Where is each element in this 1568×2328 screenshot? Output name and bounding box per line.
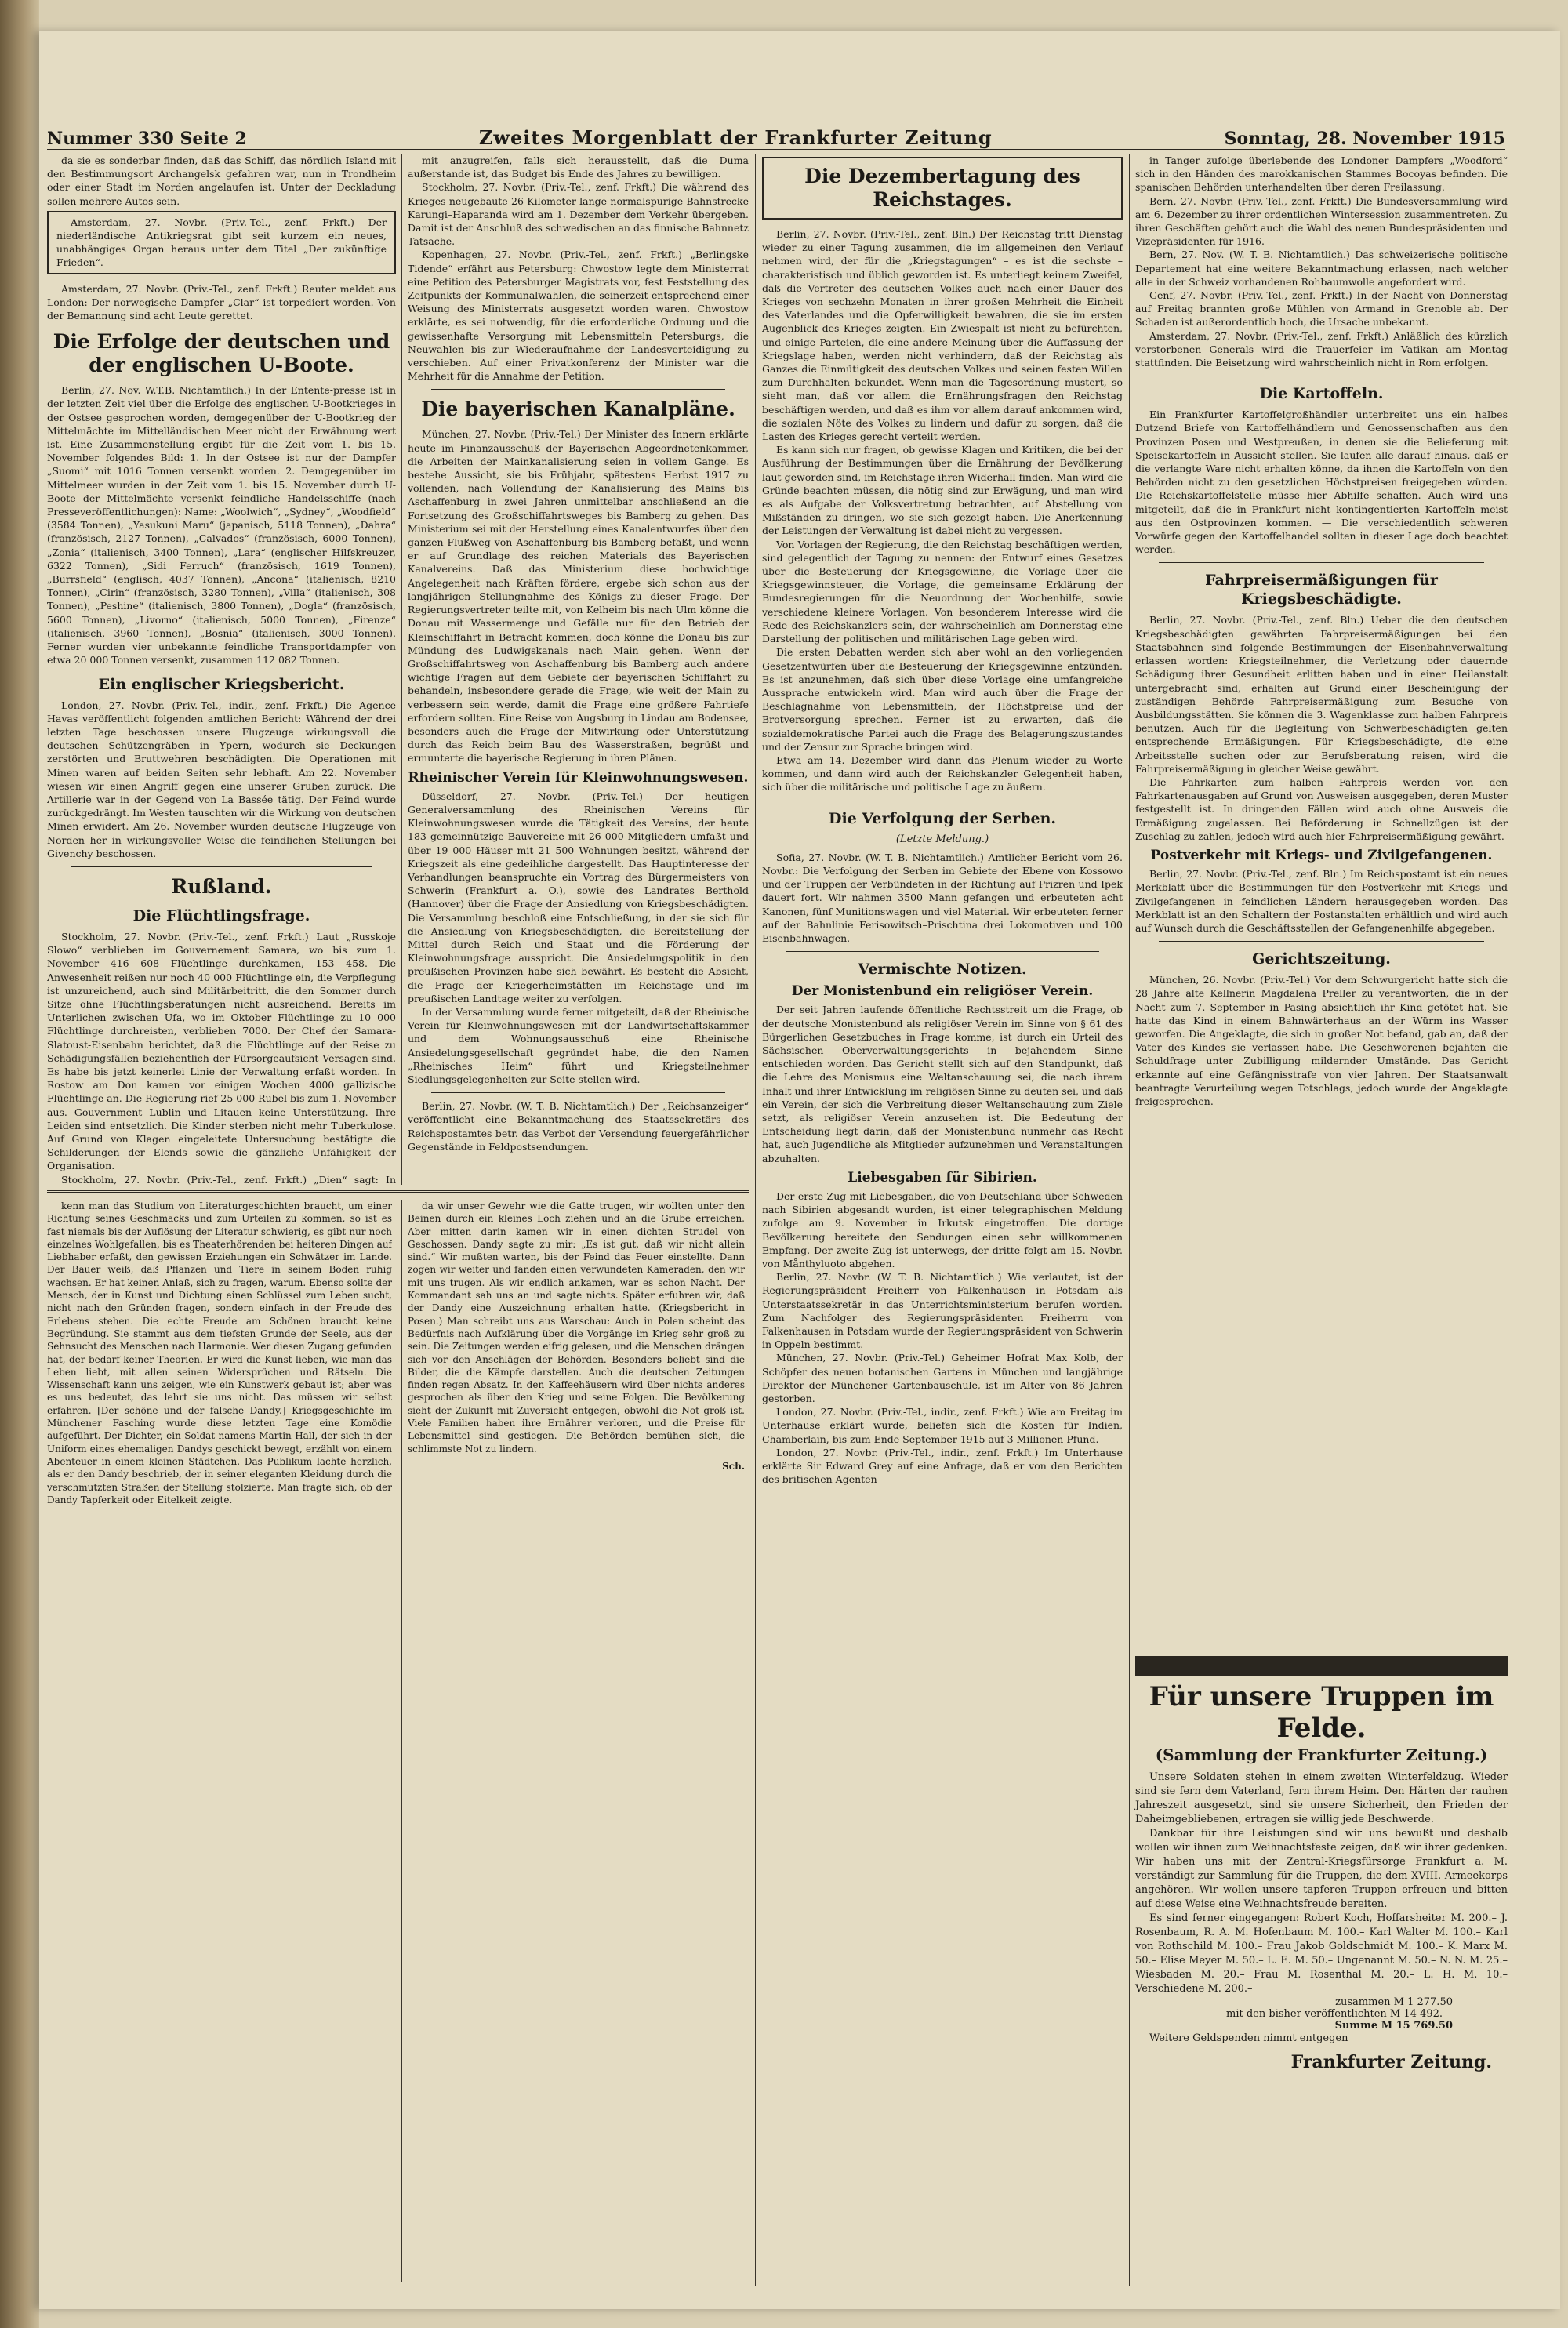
article-text: Bern, 27. Novbr. (Priv.-Tel., zenf. Frkft.) Die Bundesversammlung wird am 6. Dezember zu ihrer ordentlichen Wintersession zusammentreten. Zu ihren Geschäften gehört auch die Wahl des neuen Bundespräsidenten und Vizepräsidenten für 1916. [1135, 194, 1508, 248]
article-text: Genf, 27. Novbr. (Priv.-Tel., zenf. Frkft.) In der Nacht von Donnerstag auf Freitag brannten große Mühlen von Armand in Grenoble ab. Der Schaden ist außerordentlich hoch, die Ursache unbekannt. [1135, 289, 1508, 329]
article-text: Amsterdam, 27. Novbr. (Priv.-Tel., zenf. Frkft.) Der niederländische Antikriegsrat gibt seit kurzem ein neues, unabhängiges Organ heraus unter dem Titel „Der zukünftige Frieden“. [56, 216, 387, 269]
article-headline: Die bayerischen Kanalpläne. [421, 398, 735, 421]
article-headline: Rheinischer Verein für Kleinwohnungswesen. [408, 769, 749, 786]
divider [1159, 941, 1484, 942]
article-text: Berlin, 27. Novbr. (Priv.-Tel., zenf. Bln.) Im Reichspostamt ist ein neues Merkblatt über die Bestimmungen für den Postverkehr mit Kriegs- und Zivilgefangenen in feindlichen Ländern herausgegeben worden. Das Merkblatt ist an den Schaltern der Postanstalten erhältlich und wird auch auf Wunsch durch die Geschäftsstellen der Gefangenenhilfe abgegeben. [1135, 868, 1508, 934]
column-rule [401, 1200, 402, 2282]
appeal-signature: Frankfurter Zeitung. [1290, 2052, 1492, 2072]
feuilleton-column-2 [408, 1200, 745, 2282]
article-headline: Der Monistenbund ein religiöser Verein. [791, 983, 1094, 1000]
issue-date: Sonntag, 28. November 1915 [1224, 129, 1505, 149]
article-text: Kopenhagen, 27. Novbr. (Priv.-Tel., zenf. Frkft.) „Berlingske Tidende“ erfährt aus Petersburg: Chwostow legte dem Ministerrat eine Petition des Petersburger Magistrats vor, fest Feststellung des Zeitpunkts der Kommunalwahlen, die seinerzeit entsprechend einer Weisung des Ministerrats ausgesetzt worden waren. Chwostow erklärte, es sei notwendig, für die erforderliche Ordnung und die gewissenhafte Versorgung mit Lebensmitteln Petersburgs, die Neuwahlen bis zur Wiederaufnahme der Landesverteidigung zu verschieben. Auf einer Privatkonferenz der Minister war die Mehrheit für die Annahme der Petition. [408, 249, 749, 383]
article-text: München, 27. Novbr. (Priv.-Tel.) Der Minister des Innern erklärte heute im Finanzausschuß der Bayerischen Abgeordnetenkammer, die Arbeiten der Mainkanalisierung seien in vollem Gange. Es bestehe Aussicht, sie bis Frühjahr, spätestens Herbst 1917 zu vollenden, nach Vollendung der Kanalisierung des Mains bis Aschaffenburg in zwei Jahren unmittelbar anschließend an die Fortsetzung des Großschiffahrtsweges bis Bamberg zu gehen. Das Ministerium sei mit der Herstellung eines Kanalentwurfes über den ganzen Flußweg von Aschaffenburg bis Bamberg befaßt, und wenn er auf Grundlage des reichen Materials des Bayerischen Kanalvereins. Daß das Ministerium diese hochwichtige Angelegenheit nach Kräften fördere, ergebe sich schon aus der langjährigen Stellungnahme des Königs zu dieser Frage. Der Regierungsvertreter teilte mit, von Kelheim bis nach Ulm könne die Donau mit Wassermenge und Gefälle nur für den Betrieb der Kleinschiffahrt in Betracht kommen, doch könne die Donau bis zur Mündung des Ludwigskanals nach Main gehen. Wenn der Großschiffahrtsweg von Aschaffenburg bis Bamberg auch andere wichtige Fragen auf dem Gebiete der bayerischen Schiffahrt zu behandeln, insbesondere gerade die Frage, wie weit der Main zu verbessern sein werde, damit die Frage eine größere Fahrtiefe erfordern sollten. Eine Reise von Augsburg in Lindau am Bodensee, besonders auch die Frage der Mitwirkung oder Unterstützung durch das Reich beim Bau des Wasserstraßen, begrüßt und ermunterte die bayerische Regierung in ihren Plänen. [408, 428, 749, 764]
divider [786, 951, 1099, 952]
article-headline: Fahrpreisermäßigungen für Kriegsbeschädigte. [1205, 572, 1438, 608]
headline-box [762, 157, 1123, 220]
grand-total: Summe M 15 769.50 [1334, 2020, 1453, 2032]
article-text: München, 26. Novbr. (Priv.-Tel.) Vor dem Schwurgericht hatte sich die 28 Jahre alte Kellnerin Magdalena Preller zu verantworten, die in der Nacht zum 7. September in Pasing absichtlich ihr Kind getötet hat. Sie hatte das Kind in einem Bahnwärterhaus an der Würm ins Wasser geworfen. Die Angeklagte, die sich in großer Not befand, gab an, daß der Vater des Kindes sie verlassen habe. Die Geschworenen bejahten die Schuldfrage unter Zubilligung mildernder Umstände. Das Gericht erkannte auf eine Gefängnisstrafe von vier Jahren. Der Staatsanwalt beantragte Verurteilung wegen Totschlags, jedoch wurde der Angeklagte freigesprochen. [1135, 974, 1508, 1107]
article-text: Die ersten Debatten werden sich aber wohl an den vorliegenden Gesetzentwürfen über die Besteuerung der Kriegsgewinne entzünden. Es ist anzunehmen, daß sich über diese Vorlage eine umfangreiche Aussprache entwickeln wird. Man wird auch über die Frage der Beschlagnahme von Lebensmitteln, der Höchstpreise und der Brotversorgung sprechen. Ferner ist zu erwarten, daß die sozialdemokratische Partei auch die Frage des Belagerungszustandes und der Zensur zur Sprache bringen wird. [762, 646, 1123, 753]
article-text: Berlin, 27. Nov. W.T.B. Nichtamtlich.) In der Entente-presse ist in der letzten Zeit viel über die Erfolge des englischen U-Bootkrieges in der Ostsee gesprochen worden, demgegenüber der U-Bootkrieg der Mittelmächte im Mittelländischen Meer nicht der Erwähnung wert ist. Eine Zusammenstellung ergibt für die Zeit vom 1. bis 15. November folgendes Bild: 1. In der Ostsee ist nur der Dampfer „Suomi“ mit 1016 Tonnen versenkt worden. 2. Demgegenüber im Mittelmeer wurden in der Zeit vom 1. bis 15. November durch U-Boote der Mittelmächte versenkt feindliche Handelsschiffe (nach Presseveröffentlichungen): Name: „Woolwich“, „Sydney“, „Woodfield“ (3584 Tonnen), „Yasukuni Maru“ (japanisch, 5118 Tonnen), „Dahra“ (französisch, 2127 Tonnen), „Calvados“ (französisch, 6000 Tonnen), „Zonia“ (italienisch, 3400 Tonnen), „Lara“ (englischer Hilfskreuzer, 6322 Tonnen), „Sidi Ferruch“ (französisch, 1619 Tonnen), „Burrsfield“ (englisch, 4037 Tonnen), „Ancona“ (italienisch, 8210 Tonnen), „Cirin“ (französisch, 3280 Tonnen), „Villa“ (italienisch, 308 Tonnen), „Peshine“ (italienisch, 3800 Tonnen), „Dogla“ (französisch, 5600 Tonnen), „Livorno“ (italienisch, 5000 Tonnen), „Firenze“ (italienisch, 3960 Tonnen), „Bosnia“ (italienisch, 3000 Tonnen). Ferner wurden vier unbekannte feindliche Transportdampfer von etwa 20 000 Tonnen versenkt, zusammen 112 082 Tonnen. [47, 384, 396, 666]
article-text: München, 27. Novbr. (Priv.-Tel.) Geheimer Hofrat Max Kolb, der Schöpfer des neuen botanischen Gartens in München und langjährige Direktor der Münchener Gartenbauschule, ist im Alter von 86 Jahren gestorben. [762, 1352, 1123, 1405]
article-text: Bern, 27. Nov. (W. T. B. Nichtamtlich.) Das schweizerische politische Departement hat eine weitere Bekanntmachung erlassen, nach welcher alle in der Schweiz vorhandenen Rohbaumwolle angefordert wird. [1135, 249, 1508, 288]
article-text: London, 27. Novbr. (Priv.-Tel., indir., zenf. Frkft.) Im Unterhause erklärte Sir Edward Grey auf eine Anfrage, daß er von den Berichten des britischen Agenten [762, 1446, 1123, 1486]
page-number: Nummer 330 Seite 2 [47, 129, 247, 149]
article-text: London, 27. Novbr. (Priv.-Tel., indir., zenf. Frkft.) Wie am Freitag im Unterhause erklärt wurde, beliefen sich die Kosten für Indien, Chamberlain, bis zum Ende September 1915 auf 3 Millionen Pfund. [762, 1406, 1123, 1445]
article-text: Amsterdam, 27. Novbr. (Priv.-Tel., zenf. Frkft.) Reuter meldet aus London: Der norwegische Dampfer „Clar“ ist torpediert worden. Von der Bemannung sind acht Leute gerettet. [47, 282, 396, 322]
article-headline: Die Kartoffeln. [1259, 385, 1384, 403]
column-rule [1129, 154, 1130, 2286]
article-headline: Die Verfolgung der Serben. [829, 809, 1056, 827]
notice-box [47, 211, 396, 274]
article-text: in Tanger zufolge überlebende des Londoner Dampfers „Woodford“ sich in den Händen des marokkanischen Stammes Bocoyas befinden. Die spanischen Behörden unterhandelten über deren Freilassung. [1135, 154, 1508, 194]
article-text: Stockholm, 27. Novbr. (Priv.-Tel., zenf. Frkft.) „Dien“ sagt: In [61, 1173, 396, 1185]
section-headline: Vermischte Notizen. [858, 961, 1027, 979]
article-text: Von Vorlagen der Regierung, die den Reichstag beschäftigen werden, sind gelegentlich der Tagung zu nennen: der Entwurf eines Gesetzes über die Besteuerung der Kriegsgewinne, die Vorlage über die Kriegsgewinnsteuer, die Vorlage, die gemeinsame Erklärung der Bundesregierungen für die Neuordnung der Wochenhilfe, sowie verschiedene kleinere Vorlagen. Von besonderem Interesse wird die Rede des Reichskanzlers sein, der wahrscheinlich am Donnerstag eine Darstellung der politischen und militärischen Lage geben wird. [762, 538, 1123, 645]
column-rule [401, 154, 402, 1185]
article-text: Berlin, 27. Novbr. (W. T. B. Nichtamtlich.) Der „Reichsanzeiger“ veröffentlicht eine Bekanntmachung des Staatssekretärs des Reichspostamtes betr. das Verbot der Versendung feuergefährlicher Gegenstände in Feldpostsendungen. [408, 1100, 749, 1153]
article-text: Amsterdam, 27. Novbr. (Priv.-Tel., zenf. Frkft.) Anläßlich des kürzlich verstorbenen Generals wird die Trauerfeier im Vatikan am Montag stattfinden. Die Beisetzung wird wahrscheinlich nicht in Rom erfolgen. [1135, 329, 1508, 369]
column-rule [755, 154, 756, 2286]
article-text: London, 27. Novbr. (Priv.-Tel., indir., zenf. Frkft.) Die Agence Havas veröffentlicht folgenden amtlichen Bericht: Während der drei letzten Tage beschossen unsere Flugzeuge wirkungsvoll die deutschen Schützengräben in Ypern, wodurch sie Deckungen zerstörten und Bruttwehren beschädigten. Die Operationen mit Minen waren auf beiden Seiten sehr lebhaft. Am 22. November wiesen wir einen Angriff gegen eine unserer Gruben zurück. Die Artillerie war in der Gegend von La Bassée tätig. Der Feind wurde zurückgedrängt. Im Westen tauschten wir die Wirkung von deutschen Minen erwidert. Am 26. November wurden deutsche Flugzeuge von Norden her in wirkungsvoller Weise die feindlichen Stellungen bei Givenchy beschossen. [47, 699, 396, 859]
article-text: Der seit Jahren laufende öffentliche Rechtsstreit um die Frage, ob der deutsche Monistenbund als religiöser Verein im Sinne von § 61 des Bürgerlichen Gesetzbuches in Frage komme, ist durch ein Urteil des Sächsischen Oberverwaltungsgerichts in bejahendem Sinne entschieden worden. Das Gericht stellt sich auf den Standpunkt, daß die Lehre des Monismus eine Weltanschauung sei, die nach ihrem Inhalt und ihrer Entwicklung im religiösen Sinne zu deuten sei, und daß ein Verein, der sich die Verbreitung dieser Weltanschauung zum Ziele setzt, als religiöser Verein anzusehen ist. Die Bedeutung der Entscheidung liegt darin, daß der Monistenbund nunmehr das Recht hat, auch Jugendliche als Mitglieder aufzunehmen und Veranstaltungen abzuhalten. [762, 1004, 1123, 1164]
article-text: Berlin, 27. Novbr. (Priv.-Tel., zenf. Bln.) Der Reichstag tritt Dienstag wieder zu einer Tagung zusammen, die im allgemeinen den Verlauf nehmen wird, der für die „Kriegstagungen“ – es ist die sechste – charakteristisch und üblich geworden ist. Es unterliegt keinem Zweifel, daß die Vertreter des deutschen Volkes auch nach einer Dauer des Krieges von sechzehn Monaten in ihrer großen Mehrheit die Einheit des Vaterlandes und die Opferwilligkeit bewahren, die sie im ersten Augenblick des Krieges zeigten. Ein Zwiespalt ist nicht zu befürchten, und einige Parteien, die eine andere Meinung über die Auffassung der Kriegslage haben, werden nicht verhindern, daß der Reichstag als Ganzes die Einmütigkeit des deutschen Volkes und seinen festen Willen zum Durchhalten bekundet. Wenn man die Tagesordnung mustert, so sieht man, daß vor allem die Ernährungsfragen den Reichstag beschäftigen werden, und daß es ihm vor allem darauf ankommen wird, die sozialen Nöte des Volkes zu lindern und dafür zu sorgen, daß die Lasten des Krieges gerecht verteilt werden. [762, 228, 1123, 443]
article-subheadline: (Letzte Meldung.) [895, 833, 989, 845]
article-headline: Postverkehr mit Kriegs- und Zivilgefangenen. [1150, 847, 1493, 863]
article-text: Stockholm, 27. Novbr. (Priv.-Tel., zenf. Frkft.) Laut „Russkoje Slowo“ verblieben im Gouvernement Samara, wo bis zum 1. November 416 608 Flüchtlinge durchkamen, 153 458. Die Anwesenheit reißen nur noch 40 000 Flüchtlinge ein, die Verpflegung ist unzureichend, auch sind Militärbeitritt, die den Sommer durch Sitze ohne Flüchtlingsberatungen nicht ausreichend. Bereits im Unterlichen zwischen Ufa, wo im Oktober Flüchtlinge zu 10 000 Flüchtlinge durchreisten, verblieben 7000. Der Chef der Samara-Slatoust-Eisenbahn berichtet, daß die Flüchtlinge auf der Reise zu Schädigungsfällen beziehentlich der Fürsorgeaufsicht Versagen sind. Es habe bis jetzt keinerlei Linie der Verwaltung erfaßt worden. In Rostow am Don kamen vor einigen Wochen 4000 gallizische Flüchtlinge an. Die Regierung rief 25 000 Rubel bis zum 1. November aus. Gouvernment Lublin und Litauen keine Unterstützung. Ihre Leiden sind entsetzlich. Die Kinder sterben nicht mehr Tuberkulose. Auf Grund von Klagen eingeleitete Untersuchung bestätigte die Schilderungen der Elends sowie die gänzliche Unfähigkeit der Organisation. [47, 930, 396, 1172]
appeal-band [1135, 1656, 1508, 1676]
appeal-text: Unsere Soldaten stehen in einem zweiten Winterfeldzug. Wieder sind sie fern dem Vaterland, fern ihrem Heim. Den Härten der rauhen Jahreszeit ausgesetzt, sind sie unsere Sicherheit, den Frieden der Daheimgebliebenen, ertragen sie willig jede Beschwerde. [1135, 1771, 1508, 1825]
divider [431, 389, 725, 390]
appeal-subtitle: (Sammlung der Frankfurter Zeitung.) [1155, 1745, 1488, 1764]
article-text: Düsseldorf, 27. Novbr. (Priv.-Tel.) Der heutigen Generalversammlung des Rheinischen Vereins für Kleinwohnungswesen wurde die Tätigkeit des Vereins, der heute 183 gemeinnützige Bauvereine mit 26 000 Mitgliedern umfaßt und über 19 000 Häuser mit 21 500 Wohnungen besitzt, während der Kriegszeit als eine gedeihliche dargestellt. Das Hauptinteresse der Verhandlungen beanspruchte ein Vortrag des Bürgermeisters von Schwerin (Frankfurt a. O.), sowie des Landrates Berthold (Hannover) über die Frage der Ansiedlung von Kriegsbeschädigten. Die Versammlung beschloß eine Entschließung, in der sie sich für die Ansiedlung von Kriegsbeschädigten, die Bereitstellung der Mittel durch Reich und Staat und die Förderung der Kleinwohnungsfrage ausspricht. Die Ansiedelungspolitik in den preußischen Provinzen habe sich bewährt. Es besteht die Absicht, die Frage der Kriegerheimstätten im Reichstage und im preußischen Landtage weiter zu verfolgen. [408, 790, 749, 1004]
appeal-text: Weitere Geldspenden nimmt entgegen [1149, 2032, 1348, 2044]
article-headline: Die Erfolge der deutschen und der englischen U-Boote. [53, 330, 390, 377]
book-spine [0, 0, 39, 2328]
article-text: Berlin, 27. Novbr. (Priv.-Tel., zenf. Bln.) Ueber die den deutschen Kriegsbeschädigten gewährten Fahrpreisermäßigungen bei den Staatsbahnen sind folgende Bestimmungen der Eisenbahnverwaltung erlassen worden: Kriegsteilnehmer, die Verletzung oder dauernde Schädigung ihrer Gesundheit erlitten haben und in einer Heilanstalt untergebracht sind, erhalten auf Grund einer Bescheinigung der zuständigen Behörde Fahrpreisermäßigung zum Besuche von Ausbildungsstätten. Sie können die 3. Wagenklasse zum halben Fahrpreis benutzen. Auch für die Begleitung von Schwerbeschädigten gelten entsprechende Ermäßigungen. Für Kriegsbeschädigte, die eine Arbeitsstelle suchen oder zur Berufsberatung reisen, wird die Fahrpreisermäßigung in gleicher Weise gewährt. [1135, 614, 1508, 775]
feuilleton-column-1 [47, 1200, 392, 2282]
article-headline: Die Dezembertagung des Reichstages. [804, 165, 1080, 211]
subtotal: zusammen M 1 277.50 [1335, 1996, 1453, 2008]
feuilleton-signature: Sch. [722, 1460, 745, 1472]
feuilleton-rule [47, 1190, 749, 1193]
divider [1159, 562, 1484, 563]
article-text: Berlin, 27. Novbr. (W. T. B. Nichtamtlich.) Wie verlautet, ist der Regierungspräsident Freiherr von Falkenhausen in Potsdam als Unterstaatssekretär in das Unterrichtsministerium berufen worden. Zum Nachfolger des Regierungspräsidenten Freiherrn von Falkenhausen in Potsdam wurde der Regierungspräsident von Schwerin in Oppeln bestimmt. [762, 1271, 1123, 1351]
section-headline: Rußland. [171, 874, 272, 898]
article-text: Etwa am 14. Dezember wird dann das Plenum wieder zu Worte kommen, und dann wird auch der Reichskanzler Gelegenheit haben, sich über die militärische und politische Lage zu äußern. [762, 754, 1123, 794]
column-4 [1135, 154, 1508, 1647]
article-headline: Die Flüchtlingsfrage. [132, 906, 310, 924]
article-text: Stockholm, 27. Novbr. (Priv.-Tel., zenf. Frkft.) Die während des Krieges neugebaute 26 Kilometer lange normalspurige Bahnstrecke Karungi–Haparanda wird am 1. Dezember dem Verkehr übergeben. Damit ist der Anschluß des schwedischen an das finnische Bahnnetz Tatsache. [408, 181, 749, 248]
article-text: Der erste Zug mit Liebesgaben, die von Deutschland über Schweden nach Sibirien abgesandt wurden, ist einer telegraphischen Meldung zufolge am 9. November in Irkutsk eingetroffen. Die dortige Bevölkerung bereitete den Sendungen einen sehr willkommenen Empfang. Der zweite Zug ist unterwegs, der dritte folgt am 15. Novbr. von Månthyluoto abgehen. [762, 1190, 1123, 1270]
donation-appeal [1135, 1656, 1508, 2072]
article-text: Es kann sich nur fragen, ob gewisse Klagen und Kritiken, die bei der Ausführung der Bestimmungen über die Ernährung der Bevölkerung laut geworden sind, im Reichstage ihren Widerhall finden. Man wird die Gründe beachten müssen, die nötig sind zur Erwägung, und man wird es als Aufgabe der Volksvertretung betrachten, auf Abstellung von Mißständen zu dringen, wo sie sich gezeigt haben. Die Anerkennung der Leistungen der Verwaltung ist dabei nicht zu vergessen. [762, 444, 1123, 537]
article-text: mit anzugreifen, falls sich herausstellt, daß die Duma außerstande ist, das Budget bis Ende des Jahres zu bewilligen. [408, 154, 749, 180]
article-headline: Liebesgaben für Sibirien. [848, 1169, 1037, 1186]
divider [431, 1092, 725, 1093]
section-headline: Gerichtszeitung. [1252, 950, 1391, 968]
donor-list: Es sind ferner eingegangen: Robert Koch, Hoffarsheiter M. 200.– J. Rosenbaum, R. A. M. Hofenbaum M. 100.– Karl Walter M. 100.– Karl von Rothschild M. 100.– Frau Jakob Goldschmidt M. 100.– K. Marx M. 50.– Elise Meyer M. 50.– L. E. M. 50.– Ungenannt M. 50.– N. N. M. 25.– Wiesbaden M. 20.– Frau M. Rosenthal M. 20.– L. H. M. 10.– Verschiedene M. 200.– [1135, 1912, 1508, 1995]
masthead [47, 116, 1505, 151]
appeal-title: Für unsere Truppen im Felde. [1149, 1681, 1494, 1744]
previous-total: mit den bisher veröffentlichten M 14 492.— [1226, 2008, 1453, 2020]
appeal-text: Dankbar für ihre Leistungen sind wir uns bewußt und deshalb wollen wir ihnen zum Weihnachtsfeste zeigen, daß wir ihrer gedenken. Wir haben uns mit der Zentral-Kriegsfürsorge Frankfurt a. M. verständigt zur Sammlung für die Truppen, die dem XVIII. Armeekorps angehören. Wir wollen unsere tapferen Truppen erfreuen und bitten auf diese Weise eine Weihnachtsfreude bereiten. [1135, 1828, 1508, 1910]
feuilleton-text: kenn man das Studium von Literaturgeschichten braucht, um einer Richtung seines Geschmacks und zum Urteilen zu kommen, so ist es fast niemals bis der Auflösung der Literatur schwierig, es gibt nur noch einzelnes Wohlgefallen, bis es Theaterhörenden bei heiteren Dingen auf Liebhaber erfaßt, den gewissen Erziehungen ein Schwätzer im Lande. Der Bauer weiß, daß Pflanzen und Tiere in seinem Boden ruhig wachsen. Er hat keinen Anlaß, sich zu fragen, warum. Ebenso sollte der Mensch, der in Kunst und Dichtung einen Schlüssel zum Leben sucht, nicht nach den Gründen fragen, sondern einfach in der Freude des Erlebens stehen. Die echte Freude am Schönen braucht keine Begründung. Sie stammt aus dem tiefsten Grunde der Seele, aus der Sehnsucht des Menschen nach Harmonie. Wer diesen Zugang gefunden hat, der bedarf keiner Theorien. Er wird die Kunst lieben, wie man das Leben liebt, mit allen seinen Widersprüchen und Rätseln. Die Wissenschaft kann uns zeigen, wie ein Kunstwerk gebaut ist; aber was es uns bedeutet, das lehrt sie uns nicht. Das müssen wir selbst erfahren. [Der schöne und der falsche Dandy.] Kriegsgeschichte im Münchener Fasching wurde diese letzten Tage eine Komödie aufgeführt. Der Dichter, ein Soldat namens Martin Hall, der sich in der Uniform eines ehemaligen Dandys geschickt bewegt, erzählt von einem Abenteuer in einem kleinen Städtchen. Das Publikum lachte herzlich, als er den Dandy beschrieb, der in seiner eleganten Kleidung durch die verschmutzten Straßen der Stellung stolzierte. Man fragte sich, ob der Dandy Tapferkeit oder Eitelkeit zeigte. [47, 1200, 392, 1505]
newspaper-title: Zweites Morgenblatt der Frankfurter Zeitung [478, 126, 993, 149]
article-text: Die Fahrkarten zum halben Fahrpreis werden von den Fahrkartenausgaben auf Grund von Ausweisen ausgegeben, deren Muster festgestellt ist. In dringenden Fällen wird auch ohne Ausweis die Ermäßigung zugelassen. Bei Beförderung in Schnellzügen ist der Zuschlag zu zahlen, jedoch wird auch hier Fahrpreisermäßigung gewährt. [1135, 775, 1508, 842]
column-3 [762, 154, 1123, 2302]
column-1 [47, 154, 396, 1185]
article-text: In der Versammlung wurde ferner mitgeteilt, daß der Rheinische Verein für Kleinwohnungswesen mit der Landwirtschaftskammer und dem Wohnungsausschuß eine Rheinische Ansiedelungsgesellschaft gegründet habe, die den Namen „Rheinisches Heim“ führt und Kriegsteilnehmer Siedlungsgelegenheiten zur Seite stellen wird. [408, 1005, 749, 1085]
article-text: Ein Frankfurter Kartoffelgroßhändler unterbreitet uns ein halbes Dutzend Briefe von Kartoffelhändlern und Genossenschaften aus den Provinzen Posen und Westpreußen, in denen sie die Belieferung mit Speisekartoffeln in Aussicht stellen. Sie laufen alle darauf hinaus, daß er die verlangte Ware nicht erhalten könne, da ihnen die Kartoffeln von den Behörden nicht zu den gesetzlichen Höchstpreisen freigegeben würden. Die Reichskartoffelstelle müsse hier Abhilfe schaffen. Auch wird uns mitgeteilt, daß die in Frankfurt nicht kontingentierten Kartoffeln meist aus den Ostprovinzen kommen. — Die verschiedentlich schweren Vorwürfe gegen den Kartoffelhandel sollten in dieser Lage doch beachtet werden. [1135, 409, 1508, 556]
column-2 [408, 154, 749, 1185]
article-headline: Ein englischer Kriegsbericht. [98, 675, 345, 693]
article-text: da sie es sonderbar finden, daß das Schiff, das nördlich Island mit den Bestimmungsort Archangelsk gefahren war, nun in Trondheim oder einer Stadt im Norden angelaufen ist. Unter der Deckladung sollen mehrere Autos sein. [47, 154, 396, 207]
article-text: Sofia, 27. Novbr. (W. T. B. Nichtamtlich.) Amtlicher Bericht vom 26. Novbr.: Die Verfolgung der Serben im Gebiete der Ebene von Kossowo und der Truppen der Verbündeten in der Richtung auf Prizren und Ipek dauert fort. Wir nahmen 3500 Mann gefangen und erbeuteten acht Kanonen, fünf Munitionswagen und viel Material. Wir erbeuteten ferner auf der Bahnlinie Ferisowitsch–Prischtina drei Lokomotiven und 100 Eisenbahnwagen. [762, 851, 1123, 944]
feuilleton-text: da wir unser Gewehr wie die Gatte trugen, wir wollten unter den Beinen durch ein kleines Loch ziehen und an die Grube erreichen. Aber mitten darin kamen wir in einen dichten Strudel von Geschossen. Dandy sagte zu mir: „Es ist gut, daß wir nicht allein sind.“ Wir mußten warten, bis der Feind das Feuer einstellte. Dann zogen wir weiter und fanden einen verwundeten Kameraden, den wir mit uns trugen. Als wir endlich ankamen, war es schon Nacht. Der Kommandant sah uns an und sagte nichts. Später erfuhren wir, daß der Dandy eine Auszeichnung erhalten hatte. (Kriegsbericht in Posen.) Man schreibt uns aus Warschau: Auch in Polen scheint das Bedürfnis nach Aufklärung über die Vorgänge im Krieg sehr groß zu sein. Die Zeitungen werden eifrig gelesen, und die Menschen drängen sich vor den Anschlägen der Behörden. Besonders beliebt sind die Bilder, die die Kämpfe darstellen. Auch die deutschen Zeitungen finden regen Absatz. In den Kaffeehäusern wird über nichts anderes gesprochen als über den Krieg und seine Folgen. Die Bevölkerung sieht der Zukunft mit Zuversicht entgegen, obwohl die Not groß ist. Viele Familien haben ihre Ernährer verloren, und die Preise für Lebensmittel sind gestiegen. Die Behörden bemühen sich, die schlimmste Not zu lindern. [408, 1200, 745, 1455]
divider [71, 866, 372, 867]
